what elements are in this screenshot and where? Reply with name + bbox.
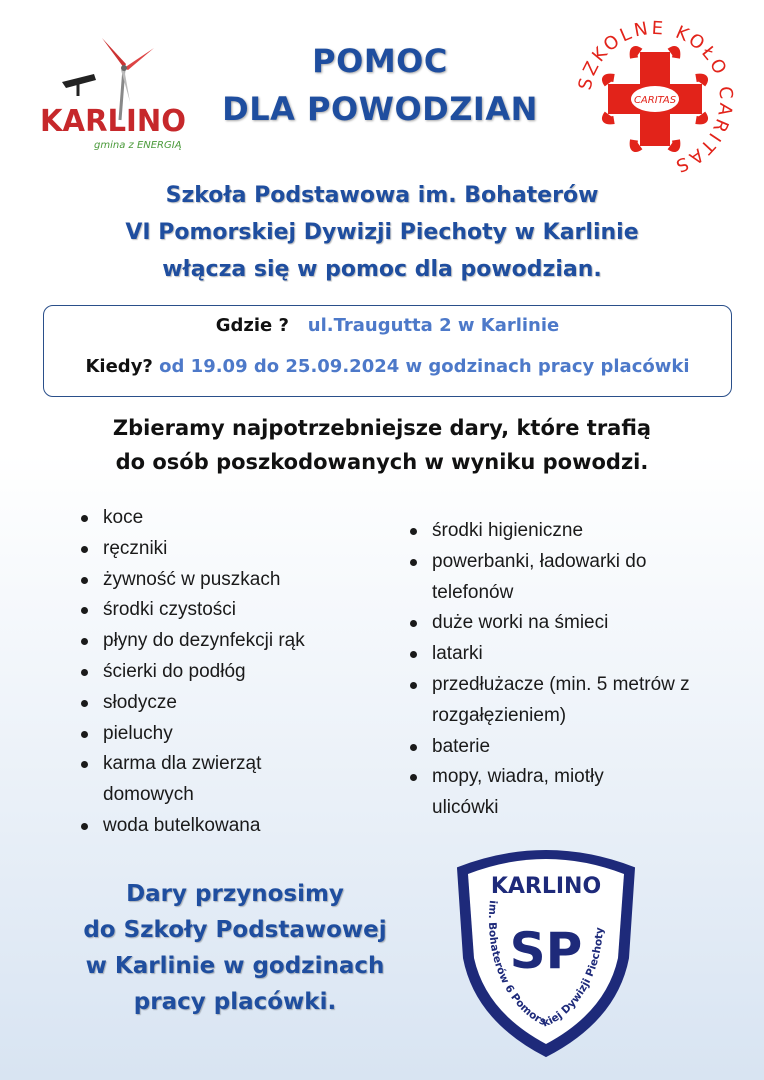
list-item: woda butelkowana: [78, 811, 378, 842]
caritas-center-text: CARITAS: [633, 95, 677, 106]
collect-line-2: do osób poszkodowanych w wyniku powodzi.: [115, 450, 649, 474]
list-item: baterie: [407, 732, 717, 763]
bottom-line-2: do Szkoły Podstawowej: [83, 917, 387, 943]
page-title-line-2: DLA POWODZIAN: [222, 90, 538, 128]
school-crest: [452, 838, 640, 1060]
list-item: duże worki na śmieci: [407, 608, 717, 639]
bottom-line-4: pracy placówki.: [133, 989, 337, 1015]
where-value: ul.Traugutta 2 w Karlinie: [307, 315, 560, 336]
caritas-ring-text: SZKOLNE KOŁO CARITAS: [574, 17, 737, 178]
list-item: ścierki do podłóg: [78, 657, 378, 688]
donation-list-left: [78, 503, 378, 842]
info-box: [43, 305, 732, 397]
list-item: pieluchy: [78, 719, 378, 750]
list-item: środki czystości: [78, 595, 378, 626]
list-item: koce: [78, 503, 378, 534]
page-title-line-1: POMOC: [312, 42, 448, 80]
caritas-logo: [570, 14, 740, 184]
crest-top-text: KARLINO: [490, 874, 602, 899]
donation-list-right: [407, 516, 717, 824]
list-item: latarki: [407, 639, 717, 670]
karlino-wordmark: KARLINO: [40, 104, 186, 139]
bottom-line-3: w Karlinie w godzinach: [85, 953, 385, 979]
list-item: przedłużacze (min. 5 metrów z rozgałęzieniem): [407, 670, 707, 732]
subtitle-line-3: włącza się w pomoc dla powodzian.: [162, 257, 602, 282]
info-when: [44, 356, 731, 377]
list-item: mopy, wiadra, miotły ulicówki: [407, 762, 652, 824]
list-item: powerbanki, ładowarki do telefonów: [407, 547, 707, 609]
where-label: Gdzie ?: [215, 315, 289, 336]
crest-arc-text: im. Bohaterów 6 Pomorskiej Dywizji Piechoty: [485, 899, 606, 1030]
bottom-line-1: Dary przynosimy: [126, 881, 344, 907]
list-item: ręczniki: [78, 534, 378, 565]
list-item: środki higieniczne: [407, 516, 717, 547]
list-item: płyny do dezynfekcji rąk: [78, 626, 378, 657]
subtitle-line-1: Szkoła Podstawowa im. Bohaterów: [165, 183, 599, 208]
info-where: [44, 315, 731, 336]
crest-center-text: SP: [509, 922, 583, 980]
when-value: od 19.09 do 25.09.2024 w godzinach pracy placówki: [159, 356, 690, 377]
subtitle-line-2: VI Pomorskiej Dywizji Piechoty w Karlinie: [125, 220, 639, 245]
karlino-logo: [32, 24, 195, 151]
karlino-tagline: gmina z ENERGIĄ: [94, 140, 182, 151]
list-item: karma dla zwierząt domowych: [78, 749, 313, 811]
when-label: Kiedy?: [85, 356, 153, 377]
list-item: żywność w puszkach: [78, 565, 378, 596]
collect-line-1: Zbieramy najpotrzebniejsze dary, które trafią: [112, 416, 652, 440]
list-item: słodycze: [78, 688, 378, 719]
